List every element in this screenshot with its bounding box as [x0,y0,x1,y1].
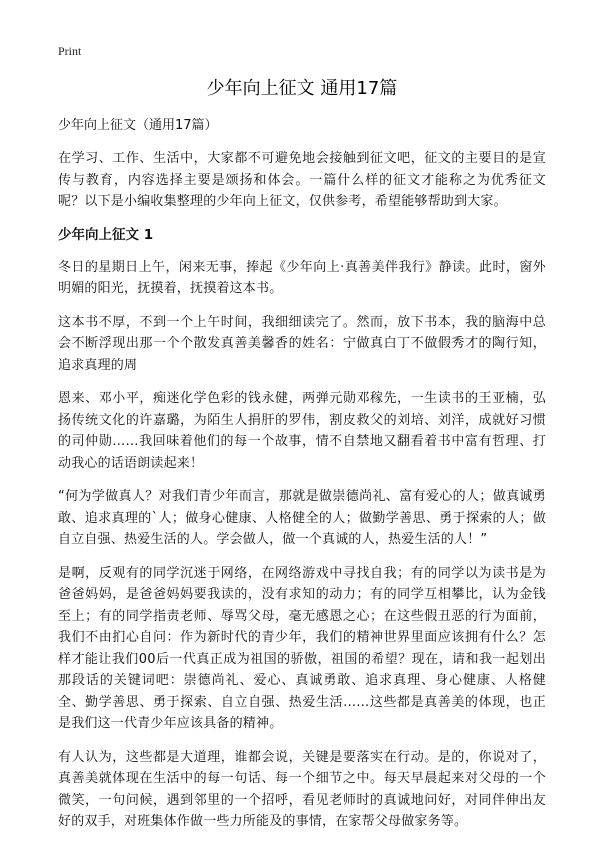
document-title: 少年向上征文 通用17篇 [206,78,398,99]
paragraph: 是啊，反观有的同学沉迷于网络，在网络游戏中寻找自我；有的同学以为读书是为爸爸妈妈，是爸爸妈妈要我读的，没有求知的动力；有的同学互相攀比，认为金钱至上；有的同学指责老师、辱骂父母，毫无感恩之心；在这些假丑恶的行为面前，我们不由扪心自问：作为新时代的青少年，我们的精神世界里面应该拥有什么？怎样才能让我们00后一代真正成为祖国的骄傲，祖国的希望？现在，请和我一起划出那段话的关键词吧：崇德尚礼、爱心、真诚勇敢、追求真理、身心健康、人格健全、勤学善思、勇于探索、自立自强、热爱生活……这些都是真善美的体现，也正是我们这一代青少年应该具备的精神。 [58,565,546,731]
section-heading: 少年向上征文 1 [58,226,154,243]
document-subtitle: 少年向上征文（通用17篇） [58,118,218,133]
paragraph: 冬日的星期日上午，闲来无事，捧起《少年向上·真善美伴我行》静读。此时，窗外明媚的阳光，抚摸着，抚摸着这本书。 [58,259,546,296]
paragraph: 恩来、邓小平，痴迷化学色彩的钱永健，两弹元勋邓稼先，一生读书的王亚楠，弘扬传统文化的许嘉璐，为陌生人捐肝的罗伟，割皮救父的刘培、刘洋，成就好习惯的司仲勋……我回味着他们的每一个故事，情不自禁地又翻看着书中富有哲理、打动我心的话语朗读起来！ [58,391,546,471]
paragraph: 这本书不厚，不到一个上午时间，我细细读完了。然而，放下书本，我的脑海中总会不断浮现出那一个个散发真善美馨香的姓名：宁做真白丁不做假秀才的陶行知，追求真理的周 [58,314,546,373]
quote-paragraph: “何为学做真人？对我们青少年而言，那就是做崇德尚礼、富有爱心的人；做真诚勇敢、追求真理的`人；做身心健康、人格健全的人；做勤学善思、勇于探索的人；做自立自强、热爱生活的人。学会做人，做一个真诚的人，热爱生活的人！” [58,489,546,547]
paragraph: 有人认为，这些都是大道理，谁都会说，关键是要落实在行动。是的，你说对了，真善美就体现在生活中的每一句话、每一个细节之中。每天早晨起来对父母的一个微笑，一句问候，遇到邻里的一个招呼，看见老师时的真诚地问好，对同伴伸出友好的双手，对班集体作做一些力所能及的事情，在家帮父母做家务等。 [58,749,546,829]
print-label: Print [58,44,82,58]
intro-paragraph: 在学习、工作、生活中，大家都不可避免地会接触到征文吧，征文的主要目的是宣传与教育，内容选择主要是颂扬和体会。一篇什么样的征文才能称之为优秀征文呢？以下是小编收集整理的少年向上征文，仅供参考，希望能够帮助到大家。 [58,151,546,209]
document-body [58,76,546,845]
